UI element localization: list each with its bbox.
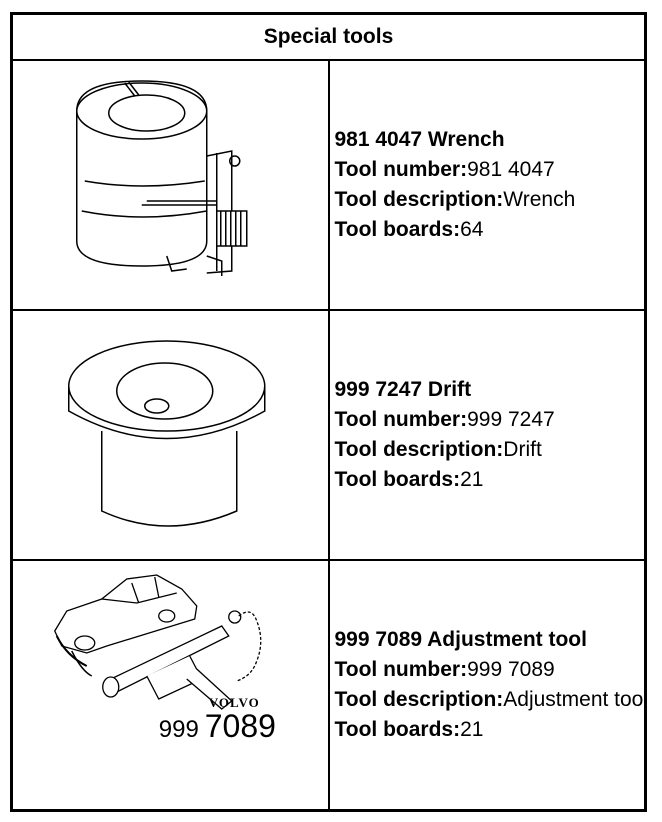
tool-title: 999 7247 Drift	[334, 378, 472, 401]
table-row	[12, 560, 646, 811]
table-row	[12, 60, 646, 310]
tool-boards-label: Tool boards:	[334, 718, 461, 741]
drift-tool-illustration	[13, 311, 328, 559]
tool-info-cell	[329, 60, 646, 310]
tool-info-cell	[329, 310, 646, 560]
volvo-logo: VOLVO	[208, 695, 260, 710]
tool-description-label: Tool description:	[334, 438, 504, 461]
tool-description-label: Tool description:	[334, 188, 504, 211]
tool-number-line	[335, 155, 645, 185]
tool-description-value: Adjustment tool	[503, 688, 649, 711]
tool-title: 981 4047 Wrench	[334, 128, 505, 151]
special-tools-table	[10, 12, 647, 812]
tool-description-line	[335, 435, 645, 465]
adjustment-tool-illustration	[13, 561, 328, 809]
tool-boards-label: Tool boards:	[334, 468, 461, 491]
tool-boards-value: 21	[460, 718, 484, 741]
tool-number-label: Tool number:	[334, 158, 468, 181]
tool-boards-label: Tool boards:	[334, 218, 461, 241]
tool-boards-line	[335, 215, 645, 245]
tool-number-line	[335, 405, 645, 435]
tool-number-value: 981 4047	[467, 158, 555, 181]
tool-description-line	[335, 185, 645, 215]
table-header-row	[12, 14, 646, 61]
tool-image-cell	[12, 560, 329, 811]
tool-boards-value: 64	[460, 218, 484, 241]
tool-description-value: Wrench	[503, 188, 576, 211]
tool-code-prefix: 999	[158, 716, 199, 743]
tool-info-cell	[329, 560, 649, 811]
tool-description-value: Drift	[503, 438, 542, 461]
tool-number-label: Tool number:	[334, 658, 468, 681]
tool-description-label: Tool description:	[334, 688, 504, 711]
tool-code-suffix: 7089	[204, 708, 276, 744]
table-row	[12, 310, 646, 560]
wrench-tool-illustration	[13, 61, 328, 309]
tool-boards-line	[335, 465, 645, 495]
tool-image-cell	[12, 60, 329, 310]
tool-image-cell	[12, 310, 329, 560]
table-header: Special tools	[12, 14, 646, 61]
tool-number-value: 999 7089	[467, 658, 555, 681]
tool-number-label: Tool number:	[334, 408, 468, 431]
tool-description-line	[334, 685, 649, 715]
tool-title: 999 7089 Adjustment tool	[334, 628, 587, 651]
tool-number-line	[335, 655, 645, 685]
tool-number-value: 999 7247	[467, 408, 555, 431]
tool-boards-value: 21	[460, 468, 484, 491]
tool-boards-line	[335, 715, 645, 745]
